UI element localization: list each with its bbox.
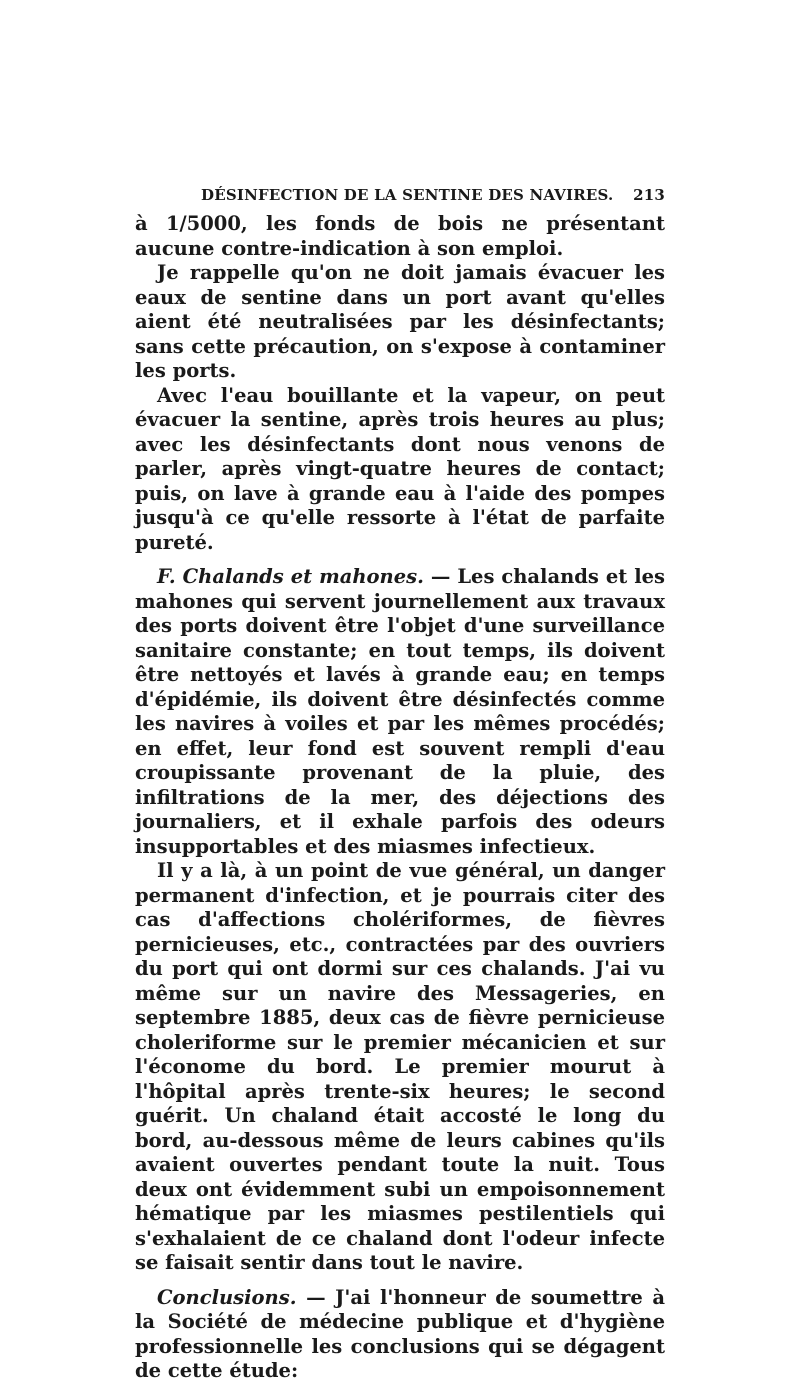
paragraph-conclusions	[135, 1286, 665, 1384]
book-page	[135, 186, 665, 1384]
paragraph-infection-danger	[135, 859, 665, 1276]
paragraph-text: à 1/5000, les fonds de bois ne présentant aucune contre-indication à son emploi.	[135, 212, 665, 260]
running-title: DÉSINFECTION DE LA SENTINE DES NAVIRES.	[201, 186, 614, 204]
paragraph-text: Je rappelle qu'on ne doit jamais évacuer les eaux de sentine dans un port avant qu'elles aient été neutralisées par les désinfectants; sans cette précaution, on s'expose à contaminer les ports.	[135, 261, 665, 382]
running-header	[135, 186, 665, 212]
paragraph-text: Il y a là, à un point de vue général, un danger permanent d'infection, et je pourrais citer des cas d'affections cholériformes, de fièvres pernicieuses, etc., contractées par des ouvriers du port qui ont dormi sur ces chalands. J'ai vu même sur un navire des Messageries, en septembre 1885, deux cas de fièvre pernicieuse choleriforme sur le premier mécanicien et sur l'économe du bord. Le premier mourut à l'hôpital après trente-six heures; le second guérit. Un chaland était accosté le long du bord, au-dessous même de leurs cabines qu'ils avaient ouvertes pendant toute la nuit. Tous deux ont évidemment subi un empoisonnement hématique par les miasmes pestilentiels qui s'exhalaient de ce chaland dont l'odeur infecte se faisait sentir dans tout le navire.	[135, 859, 665, 1274]
paragraph-sentine-warning	[135, 261, 665, 384]
page-number: 213	[633, 186, 665, 204]
paragraph-chalands	[135, 565, 665, 859]
paragraph-evacuation	[135, 384, 665, 556]
section-lead-conclusions: Conclusions.	[157, 1285, 297, 1309]
paragraph-continuation	[135, 212, 665, 261]
paragraph-text: — Les chalands et les mahones qui servent journellement aux travaux des ports doivent être l'objet d'une surveillance sanitaire constante; en tout temps, ils doivent être nettoyés et lavés à grande eau; en temps d'épidémie, ils doivent être désinfectés comme les navires à voiles et par les mêmes procédés; en effet, leur fond est souvent rempli d'eau croupissante provenant de la pluie, des infiltrations de la mer, des déjections des journaliers, et il exhale parfois des odeurs insupportables et des miasmes infectieux.	[135, 565, 666, 858]
paragraph-text: Avec l'eau bouillante et la vapeur, on peut évacuer la sentine, après trois heures au plus; avec les désinfectants dont nous venons de parler, après vingt-quatre heures de contact; puis, on lave à grande eau à l'aide des pompes jusqu'à ce qu'elle ressorte à l'état de parfaite pureté.	[135, 383, 665, 554]
section-lead-chalands: F. Chalands et mahones.	[157, 565, 424, 588]
paragraph-text: — J'ai l'honneur de soumettre à la Société de médecine publique et d'hygiène professionnelle les conclusions qui se dégagent de cette étude:	[135, 1285, 665, 1382]
